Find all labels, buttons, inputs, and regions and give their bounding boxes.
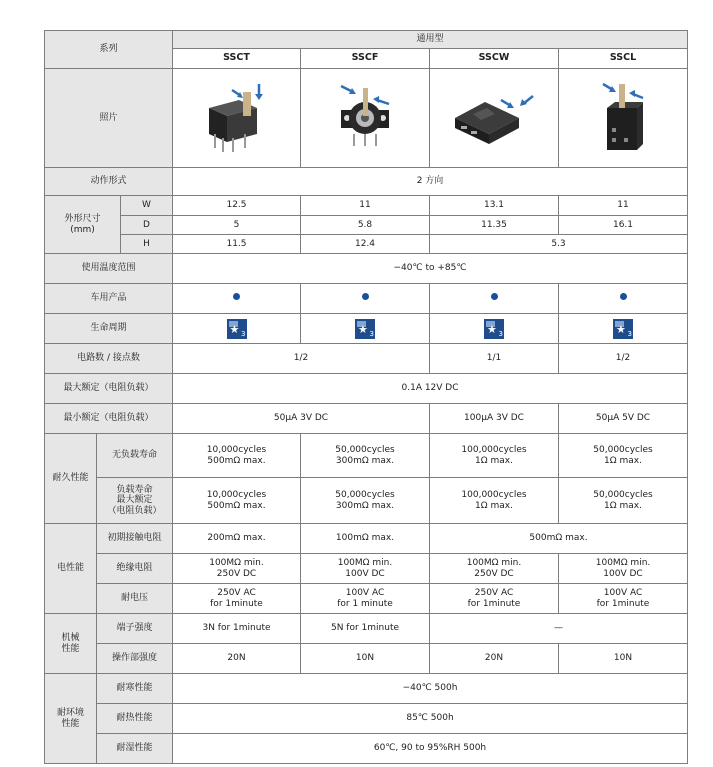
lifecycle-cell bbox=[430, 314, 559, 344]
load-life-value: 50,000cycles 300mΩ max. bbox=[301, 478, 430, 524]
lifecycle-cell bbox=[559, 314, 688, 344]
model-sscf-header: SSCF bbox=[301, 49, 430, 69]
photo-sscf bbox=[301, 69, 430, 168]
automotive-mark bbox=[559, 284, 688, 314]
load-life-value: 100,000cycles 1Ω max. bbox=[430, 478, 559, 524]
contact-resistance-value: 200mΩ max. bbox=[173, 524, 301, 554]
insulation-value: 100MΩ min. 250V DC bbox=[173, 554, 301, 584]
automotive-mark bbox=[430, 284, 559, 314]
insulation-label: 绝缘电阻 bbox=[97, 554, 173, 584]
terminal-strength-value: 5N for 1minute bbox=[301, 614, 430, 644]
temp-value: −40℃ to +85℃ bbox=[173, 254, 688, 284]
no-load-label: 无负载寿命 bbox=[97, 434, 173, 478]
insulation-value: 100MΩ min. 100V DC bbox=[301, 554, 430, 584]
actuator-strength-label: 操作部强度 bbox=[97, 644, 173, 674]
actuator-strength-value: 20N bbox=[173, 644, 301, 674]
load-life-value: 10,000cycles 500mΩ max. bbox=[173, 478, 301, 524]
actuator-strength-value: 10N bbox=[559, 644, 688, 674]
insulation-value: 100MΩ min. 250V DC bbox=[430, 554, 559, 584]
humidity-label: 耐湿性能 bbox=[97, 734, 173, 764]
durability-label: 耐久性能 bbox=[45, 434, 97, 524]
sscf-product-image bbox=[327, 78, 403, 158]
dot-icon bbox=[620, 293, 627, 300]
dot-icon bbox=[233, 293, 240, 300]
contact-resistance-value: 100mΩ max. bbox=[301, 524, 430, 554]
dot-icon bbox=[491, 293, 498, 300]
terminal-strength-value: 3N for 1minute bbox=[173, 614, 301, 644]
load-life-value: 50,000cycles 1Ω max. bbox=[559, 478, 688, 524]
actuator-strength-value: 20N bbox=[430, 644, 559, 674]
cold-value: −40℃ 500h bbox=[173, 674, 688, 704]
max-rating-value: 0.1A 12V DC bbox=[173, 374, 688, 404]
lifecycle-cell bbox=[173, 314, 301, 344]
voltage-value: 100V AC for 1minute bbox=[559, 584, 688, 614]
automotive-mark bbox=[173, 284, 301, 314]
w-label: W bbox=[121, 196, 173, 216]
circuits-value: 1/1 bbox=[430, 344, 559, 374]
w-value: 13.1 bbox=[430, 196, 559, 216]
photo-sscw bbox=[430, 69, 559, 168]
heat-value: 85℃ 500h bbox=[173, 704, 688, 734]
no-load-value: 50,000cycles 300mΩ max. bbox=[301, 434, 430, 478]
min-rating-value: 50μA 5V DC bbox=[559, 404, 688, 434]
electrical-label: 电性能 bbox=[45, 524, 97, 614]
w-value: 11 bbox=[301, 196, 430, 216]
sscl-product-image bbox=[585, 78, 661, 158]
temp-label: 使用温度范围 bbox=[45, 254, 173, 284]
general-type-header: 通用型 bbox=[173, 31, 688, 49]
lifecycle-star-icon: ★ 3 bbox=[227, 319, 247, 339]
actuator-strength-value: 10N bbox=[301, 644, 430, 674]
w-value: 12.5 bbox=[173, 196, 301, 216]
sscw-product-image bbox=[449, 78, 539, 158]
no-load-value: 50,000cycles 1Ω max. bbox=[559, 434, 688, 478]
heat-label: 耐热性能 bbox=[97, 704, 173, 734]
no-load-value: 10,000cycles 500mΩ max. bbox=[173, 434, 301, 478]
circuits-label: 电路数 / 接点数 bbox=[45, 344, 173, 374]
d-value: 11.35 bbox=[430, 216, 559, 235]
no-load-value: 100,000cycles 1Ω max. bbox=[430, 434, 559, 478]
humidity-value: 60℃, 90 to 95%RH 500h bbox=[173, 734, 688, 764]
h-label: H bbox=[121, 235, 173, 254]
min-rating-label: 最小额定（电阻负载） bbox=[45, 404, 173, 434]
cold-label: 耐寒性能 bbox=[97, 674, 173, 704]
contact-resistance-value: 500mΩ max. bbox=[430, 524, 688, 554]
min-rating-value: 50μA 3V DC bbox=[173, 404, 430, 434]
d-label: D bbox=[121, 216, 173, 235]
w-value: 11 bbox=[559, 196, 688, 216]
d-value: 16.1 bbox=[559, 216, 688, 235]
h-value: 12.4 bbox=[301, 235, 430, 254]
min-rating-value: 100μA 3V DC bbox=[430, 404, 559, 434]
action-value: 2 方向 bbox=[173, 168, 688, 196]
mechanical-label: 机械 性能 bbox=[45, 614, 97, 674]
automotive-mark bbox=[301, 284, 430, 314]
circuits-value: 1/2 bbox=[173, 344, 430, 374]
terminal-strength-label: 端子强度 bbox=[97, 614, 173, 644]
lifecycle-star-icon: ★ 3 bbox=[484, 319, 504, 339]
model-sscl-header: SSCL bbox=[559, 49, 688, 69]
voltage-value: 250V AC for 1minute bbox=[430, 584, 559, 614]
spec-table bbox=[44, 30, 688, 764]
photo-sscl bbox=[559, 69, 688, 168]
load-life-label: 负载寿命 最大额定 （电阻负载） bbox=[97, 478, 173, 524]
h-value: 11.5 bbox=[173, 235, 301, 254]
lifecycle-label: 生命周期 bbox=[45, 314, 173, 344]
model-sscw-header: SSCW bbox=[430, 49, 559, 69]
voltage-value: 100V AC for 1 minute bbox=[301, 584, 430, 614]
photo-label: 照片 bbox=[45, 69, 173, 168]
insulation-value: 100MΩ min. 100V DC bbox=[559, 554, 688, 584]
environment-label: 耐环境 性能 bbox=[45, 674, 97, 764]
voltage-value: 250V AC for 1minute bbox=[173, 584, 301, 614]
automotive-label: 车用产品 bbox=[45, 284, 173, 314]
contact-resistance-label: 初期接触电阻 bbox=[97, 524, 173, 554]
lifecycle-star-icon: ★ 3 bbox=[355, 319, 375, 339]
series-header: 系列 bbox=[45, 31, 173, 69]
max-rating-label: 最大额定（电阻负载） bbox=[45, 374, 173, 404]
dims-label: 外形尺寸 (mm) bbox=[45, 196, 121, 254]
circuits-value: 1/2 bbox=[559, 344, 688, 374]
terminal-strength-value: — bbox=[430, 614, 688, 644]
d-value: 5.8 bbox=[301, 216, 430, 235]
ssct-product-image bbox=[199, 78, 275, 158]
voltage-label: 耐电压 bbox=[97, 584, 173, 614]
d-value: 5 bbox=[173, 216, 301, 235]
photo-ssct bbox=[173, 69, 301, 168]
dot-icon bbox=[362, 293, 369, 300]
action-label: 动作形式 bbox=[45, 168, 173, 196]
lifecycle-cell bbox=[301, 314, 430, 344]
model-sscl-header: SSCT bbox=[173, 49, 301, 69]
h-value: 5.3 bbox=[430, 235, 688, 254]
lifecycle-star-icon: ★ 3 bbox=[613, 319, 633, 339]
